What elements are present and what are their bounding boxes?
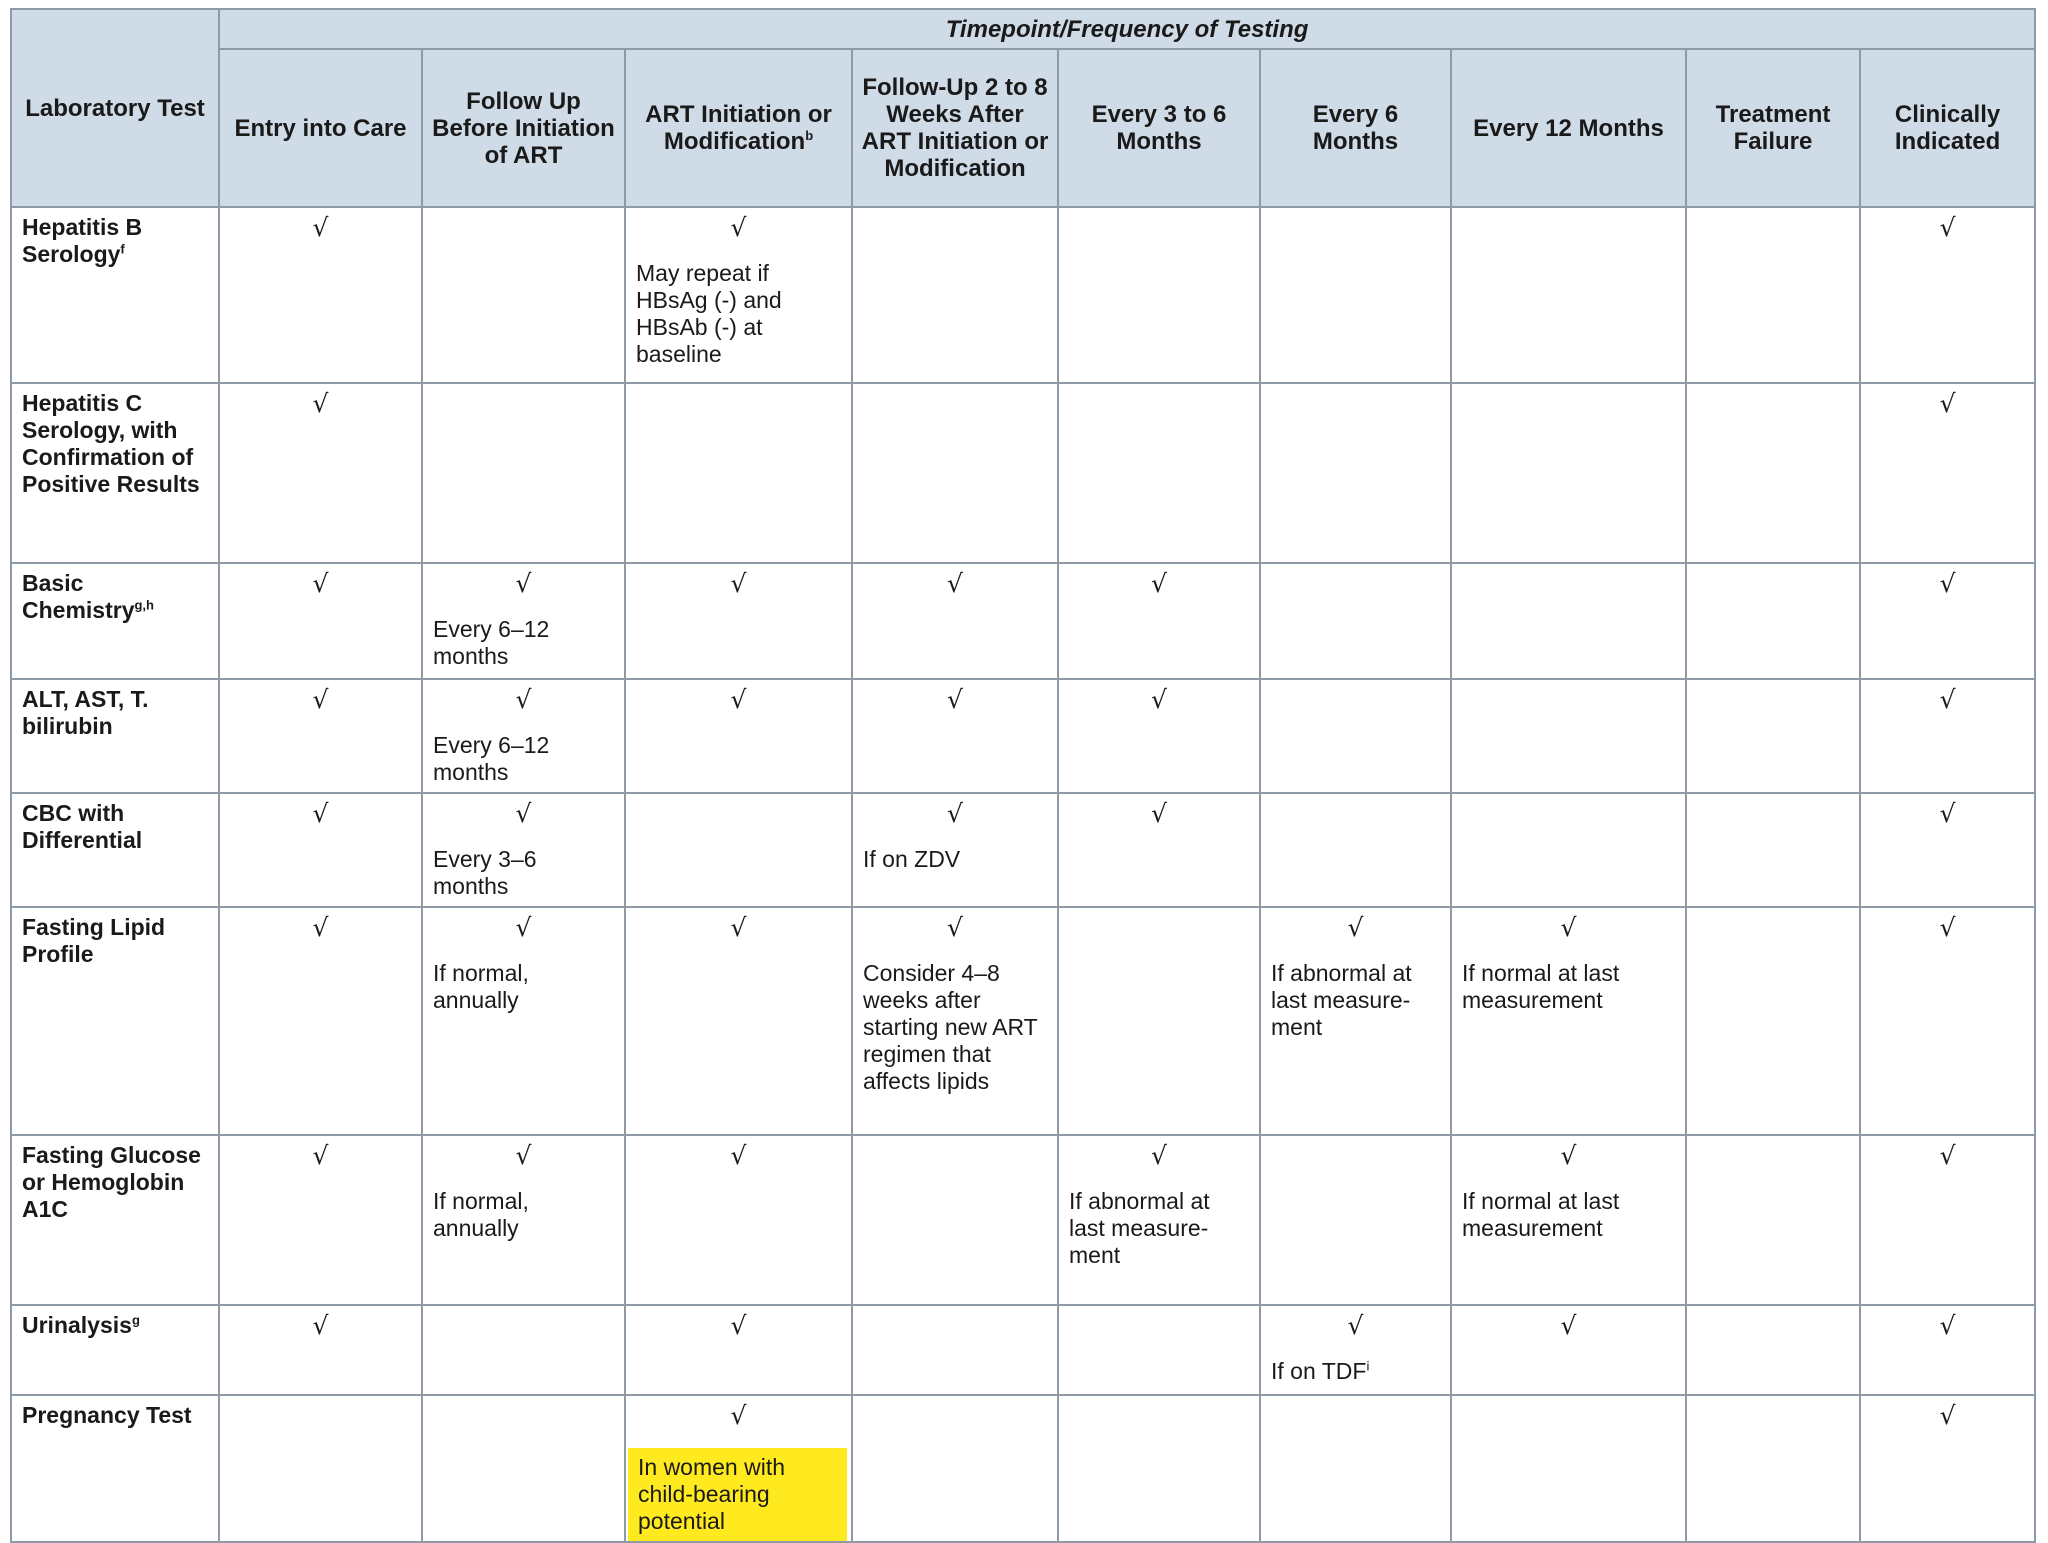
table-cell — [1451, 1395, 1686, 1542]
table-cell — [852, 1135, 1058, 1305]
table-cell — [1860, 1135, 2035, 1305]
check-mark-icon: √ — [730, 685, 747, 714]
lab-test-name: Pregnancy Test — [11, 1395, 219, 1542]
cell-note: Every 6–12 months — [433, 616, 550, 669]
table-cell — [852, 1395, 1058, 1542]
check-mark-icon: √ — [1939, 569, 1956, 598]
column-header-every-12-months: Every 12 Months — [1451, 49, 1686, 207]
lab-test-name: Fasting Glucose or Hemoglobin A1C — [11, 1135, 219, 1305]
cell-note: If normal, annually — [433, 1188, 529, 1241]
table-cell — [1058, 383, 1260, 563]
table-cell — [1451, 563, 1686, 679]
table-cell — [219, 1135, 422, 1305]
table-cell — [1451, 1135, 1686, 1305]
check-mark-icon: √ — [515, 685, 532, 714]
table-cell — [1058, 907, 1260, 1135]
column-header-follow-up-2-to-8-weeks-after-art-initiation-or-modification: Follow-Up 2 to 8 Weeks After ART Initiation or Modification — [852, 49, 1058, 207]
cell-note: If abnormal at last measure-ment — [1271, 960, 1412, 1040]
column-header-every-6-months: Every 6 Months — [1260, 49, 1451, 207]
table-cell — [852, 679, 1058, 793]
table-cell — [852, 907, 1058, 1135]
table-cell — [1686, 383, 1860, 563]
table-cell — [1860, 1305, 2035, 1395]
lab-testing-schedule-document — [10, 8, 2034, 1532]
lab-test-name: ALT, AST, T. bilirubin — [11, 679, 219, 793]
column-header-every-3-to-6-months: Every 3 to 6 Months — [1058, 49, 1260, 207]
table-row — [11, 1395, 2035, 1542]
check-mark-icon: √ — [1939, 685, 1956, 714]
check-mark-icon: √ — [312, 1311, 329, 1340]
table-cell — [422, 793, 625, 907]
check-mark-icon: √ — [515, 913, 532, 942]
column-header-clinically-indicated: Clinically Indicated — [1860, 49, 2035, 207]
table-cell — [1260, 1305, 1451, 1395]
cell-note — [634, 1430, 843, 1541]
table-cell — [422, 1305, 625, 1395]
table-cell — [422, 383, 625, 563]
table-cell — [219, 1305, 422, 1395]
check-mark-icon: √ — [1939, 1401, 1956, 1430]
check-mark-icon: √ — [730, 1401, 747, 1430]
cell-note: If normal, annually — [433, 960, 529, 1013]
table-cell — [1451, 383, 1686, 563]
table-cell — [219, 907, 422, 1135]
table-cell — [625, 907, 852, 1135]
table-cell — [852, 207, 1058, 383]
table-cell — [1058, 207, 1260, 383]
table-cell — [625, 1135, 852, 1305]
cell-note: If normal at last measurement — [1462, 960, 1620, 1013]
check-mark-icon: √ — [312, 569, 329, 598]
table-cell — [1686, 563, 1860, 679]
check-mark-icon: √ — [1151, 1141, 1167, 1170]
check-mark-icon: √ — [730, 569, 747, 598]
check-mark-icon: √ — [515, 569, 532, 598]
table-cell — [852, 793, 1058, 907]
check-mark-icon: √ — [1560, 1141, 1577, 1170]
cell-note: If on ZDV — [863, 846, 961, 872]
table-cell — [1058, 1305, 1260, 1395]
check-mark-icon: √ — [1939, 799, 1956, 828]
check-mark-icon: √ — [947, 913, 963, 942]
column-header-treatment-failure: Treatment Failure — [1686, 49, 1860, 207]
check-mark-icon: √ — [1151, 799, 1167, 828]
lab-test-name: Fasting Lipid Profile — [11, 907, 219, 1135]
check-mark-icon: √ — [947, 799, 963, 828]
table-cell — [1860, 793, 2035, 907]
table-cell — [1860, 207, 2035, 383]
table-cell — [625, 563, 852, 679]
lab-test-name: Basic Chemistry$^{g,h}$ — [11, 563, 219, 679]
table-cell — [422, 207, 625, 383]
check-mark-icon: √ — [515, 1141, 532, 1170]
table-row — [11, 383, 2035, 563]
table-cell — [219, 793, 422, 907]
highlighted-note: In women with child-bearing potential — [628, 1448, 847, 1541]
check-mark-icon: √ — [730, 913, 747, 942]
table-row — [11, 793, 2035, 907]
table-cell — [1058, 793, 1260, 907]
table-cell — [219, 563, 422, 679]
table-cell — [1686, 907, 1860, 1135]
table-cell — [625, 383, 852, 563]
lab-test-name: Hepatitis C Serology, with Confirmation of Positive Results — [11, 383, 219, 563]
lab-test-name: Urinalysis$^g$ — [11, 1305, 219, 1395]
table-cell — [1260, 793, 1451, 907]
check-mark-icon: √ — [312, 799, 329, 828]
check-mark-icon: √ — [312, 389, 329, 418]
table-cell — [1451, 1305, 1686, 1395]
table-row — [11, 1135, 2035, 1305]
check-mark-icon: √ — [1347, 913, 1364, 942]
table-cell — [1686, 793, 1860, 907]
table-cell — [1860, 383, 2035, 563]
table-cell — [422, 907, 625, 1135]
table-cell — [625, 207, 852, 383]
table-cell — [1260, 679, 1451, 793]
check-mark-icon: √ — [1560, 913, 1577, 942]
table-cell — [852, 383, 1058, 563]
table-row — [11, 679, 2035, 793]
table-row — [11, 1305, 2035, 1395]
table-cell — [1260, 563, 1451, 679]
table-cell — [1686, 1305, 1860, 1395]
check-mark-icon: √ — [730, 1311, 747, 1340]
table-cell — [1058, 1135, 1260, 1305]
check-mark-icon: √ — [947, 685, 963, 714]
table-row — [11, 563, 2035, 679]
table-cell — [1451, 207, 1686, 383]
table-cell — [1860, 907, 2035, 1135]
cell-note: If normal at last measurement — [1462, 1188, 1620, 1241]
check-mark-icon: √ — [1347, 1311, 1364, 1340]
cell-note: May repeat if HBsAg (-) and HBsAb (-) at baseline — [636, 260, 782, 367]
table-cell — [625, 679, 852, 793]
table-cell — [422, 1395, 625, 1542]
lab-test-name: Hepatitis B Serology$^f$ — [11, 207, 219, 383]
check-mark-icon: √ — [1939, 913, 1956, 942]
column-header-follow-up-before-initiation-of-art: Follow Up Before Initiation of ART — [422, 49, 625, 207]
table-cell — [1686, 207, 1860, 383]
check-mark-icon: √ — [730, 1141, 747, 1170]
table-cell — [1260, 1135, 1451, 1305]
group-header-timepoint: Timepoint/Frequency of Testing — [219, 9, 2035, 49]
cell-note: If on TDF$^i$ — [1271, 1358, 1370, 1384]
lab-test-name: CBC with Differential — [11, 793, 219, 907]
check-mark-icon: √ — [312, 1141, 329, 1170]
check-mark-icon: √ — [1151, 569, 1167, 598]
check-mark-icon: √ — [312, 913, 329, 942]
table-cell — [1260, 207, 1451, 383]
table-cell — [219, 1395, 422, 1542]
table-cell — [1260, 907, 1451, 1135]
table-cell — [1451, 793, 1686, 907]
table-cell — [1860, 1395, 2035, 1542]
table-cell — [1686, 1135, 1860, 1305]
column-header-art-initiation-or-modification: ART Initiation or Modification$^b$ — [625, 49, 852, 207]
table-cell — [1451, 679, 1686, 793]
table-cell — [422, 1135, 625, 1305]
cell-note: If abnormal at last measure-ment — [1069, 1188, 1210, 1268]
table-row — [11, 907, 2035, 1135]
table-cell — [625, 793, 852, 907]
table-cell — [1058, 563, 1260, 679]
table-cell — [625, 1305, 852, 1395]
table-cell — [1686, 679, 1860, 793]
table-cell — [1058, 679, 1260, 793]
table-cell — [219, 383, 422, 563]
table-row — [11, 207, 2035, 383]
check-mark-icon: √ — [730, 213, 747, 242]
check-mark-icon: √ — [1939, 389, 1956, 418]
check-mark-icon: √ — [1939, 1311, 1956, 1340]
table-cell — [422, 563, 625, 679]
cell-note: Consider 4–8 weeks after starting new ART regimen that affects lipids — [863, 960, 1038, 1094]
lab-testing-table — [10, 8, 2036, 1543]
cell-note: Every 3–6 months — [433, 846, 537, 899]
column-header-laboratory-test: Laboratory Test — [11, 9, 219, 207]
table-cell — [1860, 679, 2035, 793]
table-cell — [1686, 1395, 1860, 1542]
table-cell — [219, 207, 422, 383]
table-cell — [852, 1305, 1058, 1395]
check-mark-icon: √ — [515, 799, 532, 828]
table-cell — [1260, 1395, 1451, 1542]
check-mark-icon: √ — [1560, 1311, 1577, 1340]
cell-note: Every 6–12 months — [433, 732, 550, 785]
table-cell — [852, 563, 1058, 679]
table-cell — [1260, 383, 1451, 563]
table-cell — [422, 679, 625, 793]
check-mark-icon: √ — [312, 685, 329, 714]
table-cell — [625, 1395, 852, 1542]
column-header-entry-into-care: Entry into Care — [219, 49, 422, 207]
check-mark-icon: √ — [312, 213, 329, 242]
check-mark-icon: √ — [1939, 213, 1956, 242]
table-cell — [1860, 563, 2035, 679]
table-cell — [1451, 907, 1686, 1135]
check-mark-icon: √ — [1151, 685, 1167, 714]
check-mark-icon: √ — [1939, 1141, 1956, 1170]
table-cell — [219, 679, 422, 793]
table-cell — [1058, 1395, 1260, 1542]
check-mark-icon: √ — [947, 569, 963, 598]
